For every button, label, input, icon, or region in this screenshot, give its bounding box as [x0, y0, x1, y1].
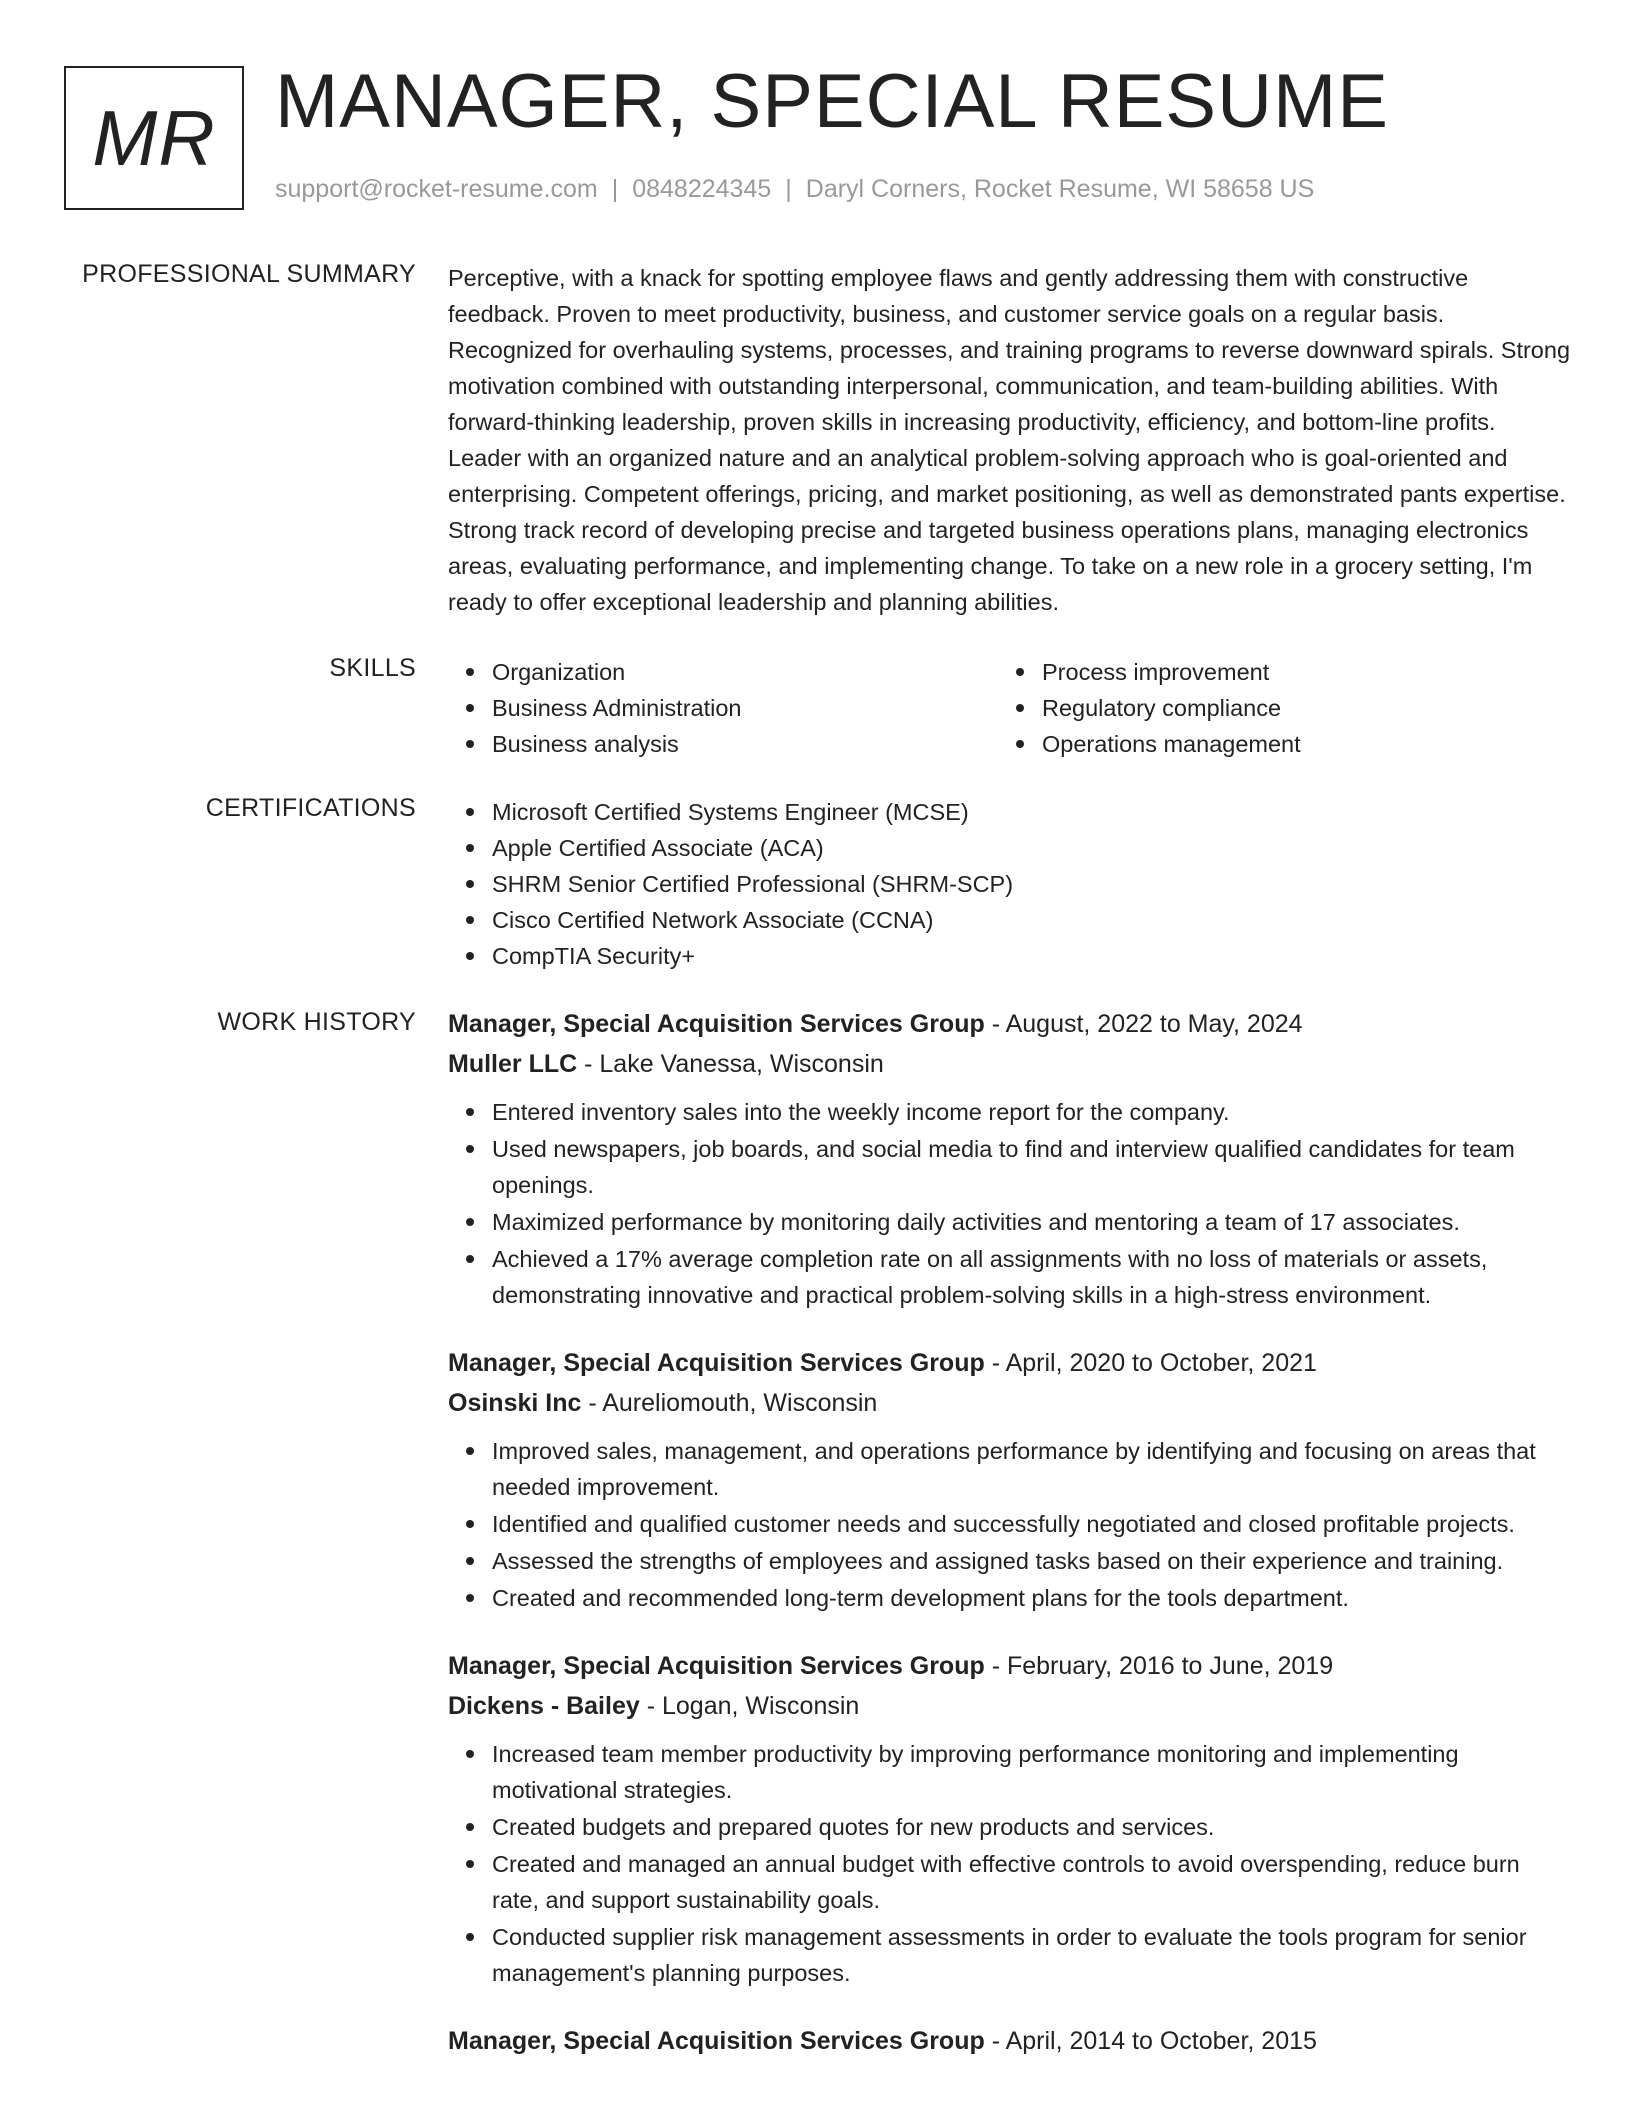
job-dates: - February, 2016 to June, 2019: [984, 1652, 1334, 1680]
contact-address: Daryl Corners, Rocket Resume, WI 58658 US: [805, 175, 1315, 203]
job-entry: [448, 1004, 1570, 1313]
job-location: - Logan, Wisconsin: [639, 1692, 860, 1720]
monogram-initials: MR: [92, 93, 216, 182]
summary-text: Perceptive, with a knack for spotting employee flaws and gently addressing them with constructive feedback. Proven to meet productivity, business, and customer service goals on a regular basis. Recognized for overhauling systems, processes, and training programs to reverse downward spirals. Strong motivation combined with outstanding interpersonal, communication, and team-building abilities. With forward-thinking leadership, proven skills in increasing productivity, efficiency, and bottom-line profits. Leader with an organized nature and an analytical problem-solving approach who is goal-oriented and enterprising. Competent offerings, pricing, and market positioning, as well as demonstrated pants expertise. Strong track record of developing precise and targeted business operations plans, managing electronics areas, evaluating performance, and implementing change. To take on a new role in a grocery setting, I'm ready to offer exceptional leadership and planning abilities.: [448, 265, 1571, 615]
monogram-box: [64, 66, 244, 210]
list-item: Improved sales, management, and operations performance by identifying and focusing on areas that needed improvement.: [448, 1433, 1570, 1505]
job-entry: [448, 1343, 1570, 1616]
list-item: Achieved a 17% average completion rate on all assignments with no loss of materials or assets, demonstrating innovative and practical problem-solving skills in a high-stress environment.: [448, 1241, 1570, 1313]
work-body: [448, 1004, 1570, 2091]
section-label-certifications: CERTIFICATIONS: [205, 794, 416, 822]
list-item: CompTIA Security+: [448, 938, 1570, 974]
list-item: Created and managed an annual budget with effective controls to avoid overspending, reduce burn rate, and support sustainability goals.: [448, 1846, 1570, 1918]
contact-separator: |: [611, 175, 619, 203]
job-dates: - April, 2014 to October, 2015: [984, 2027, 1317, 2055]
contact-phone[interactable]: 0848224345: [632, 175, 772, 203]
job-company-line: [448, 1383, 1570, 1423]
skills-list-right: [998, 654, 1548, 762]
job-entry: [448, 2021, 1570, 2061]
list-item: Business analysis: [448, 726, 998, 762]
list-item: Process improvement: [998, 654, 1548, 690]
job-title-line: [448, 1343, 1570, 1383]
job-company: Muller LLC: [448, 1050, 578, 1078]
job-location: - Aureliomouth, Wisconsin: [581, 1389, 878, 1417]
job-dates: - August, 2022 to May, 2024: [984, 1010, 1303, 1038]
job-title-line: [448, 1004, 1570, 1044]
job-title: Manager, Special Acquisition Services Group: [448, 1652, 985, 1680]
job-title: Manager, Special Acquisition Services Group: [448, 1010, 985, 1038]
list-item: Apple Certified Associate (ACA): [448, 830, 1570, 866]
job-bullets: [448, 1736, 1570, 1991]
list-item: Created budgets and prepared quotes for new products and services.: [448, 1809, 1570, 1845]
job-bullets: [448, 1094, 1570, 1313]
job-company-line: [448, 1686, 1570, 1726]
list-item: Operations management: [998, 726, 1548, 762]
certifications-body: [448, 794, 1570, 974]
list-item: Microsoft Certified Systems Engineer (MCSE): [448, 794, 1570, 830]
section-label-summary: PROFESSIONAL SUMMARY: [82, 260, 416, 288]
contact-separator: |: [785, 175, 792, 203]
list-item: Created and recommended long-term development plans for the tools department.: [448, 1580, 1570, 1616]
job-title: Manager, Special Acquisition Services Group: [448, 1349, 985, 1377]
section-label-skills: SKILLS: [329, 654, 416, 682]
list-item: Used newspapers, job boards, and social media to find and interview qualified candidates for team openings.: [448, 1131, 1570, 1203]
job-title-line: [448, 1646, 1570, 1686]
list-item: Business Administration: [448, 690, 998, 726]
list-item: Conducted supplier risk management assessments in order to evaluate the tools program for senior management's planning purposes.: [448, 1919, 1570, 1991]
list-item: Organization: [448, 654, 998, 690]
list-item: Cisco Certified Network Associate (CCNA): [448, 902, 1570, 938]
contact-email[interactable]: support@rocket-resume.com: [275, 175, 598, 203]
job-title: Manager, Special Acquisition Services Group: [448, 2027, 985, 2055]
job-company: Dickens - Bailey: [448, 1692, 640, 1720]
job-bullets: [448, 1433, 1570, 1616]
list-item: Entered inventory sales into the weekly income report for the company.: [448, 1094, 1570, 1130]
contact-line: [275, 175, 1314, 204]
certifications-list: [448, 794, 1570, 974]
job-dates: - April, 2020 to October, 2021: [984, 1349, 1317, 1377]
list-item: Increased team member productivity by improving performance monitoring and implementing motivational strategies.: [448, 1736, 1570, 1808]
job-entry: [448, 1646, 1570, 1991]
job-company: Osinski Inc: [448, 1389, 582, 1417]
list-item: SHRM Senior Certified Professional (SHRM-SCP): [448, 866, 1570, 902]
job-company-line: [448, 1044, 1570, 1084]
list-item: Identified and qualified customer needs and successfully negotiated and closed profitable projects.: [448, 1506, 1570, 1542]
job-title-line: [448, 2021, 1570, 2061]
list-item: Regulatory compliance: [998, 690, 1548, 726]
skills-grid: [448, 654, 1570, 762]
resume-name: MANAGER, SPECIAL RESUME: [275, 59, 1389, 144]
section-label-work: WORK HISTORY: [217, 1008, 416, 1036]
list-item: Assessed the strengths of employees and assigned tasks based on their experience and training.: [448, 1543, 1570, 1579]
skills-list-left: [448, 654, 998, 762]
job-location: - Lake Vanessa, Wisconsin: [577, 1050, 884, 1078]
list-item: Maximized performance by monitoring daily activities and mentoring a team of 17 associates.: [448, 1204, 1570, 1240]
